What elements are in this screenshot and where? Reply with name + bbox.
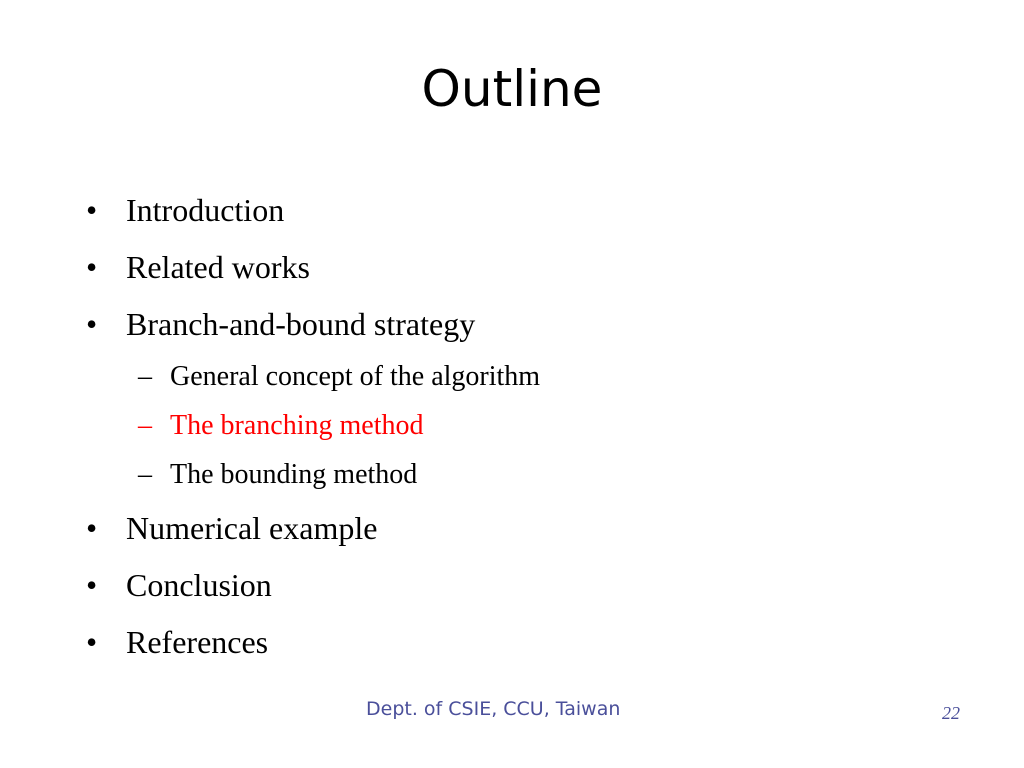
dash-marker: – <box>138 410 152 441</box>
outline-item-conclusion: Conclusion <box>126 567 272 603</box>
bullet-marker: • <box>86 306 98 342</box>
dash-marker: – <box>138 459 152 490</box>
outline-item-references: References <box>126 624 269 660</box>
outline-item-introduction: Introduction <box>126 192 285 228</box>
page-number: 22 <box>942 703 960 723</box>
slide-title: Outline <box>421 60 603 118</box>
bullet-marker: • <box>86 249 98 285</box>
dash-marker: – <box>138 361 152 392</box>
bullet-marker: • <box>86 567 98 603</box>
outline-subitem-branching-method: The branching method <box>170 410 424 441</box>
outline-item-numerical-example: Numerical example <box>126 510 378 546</box>
outline-subitem-general-concept: General concept of the algorithm <box>170 361 541 392</box>
slide-footer: Dept. of CSIE, CCU, Taiwan <box>366 698 621 720</box>
bullet-marker: • <box>86 192 98 228</box>
outline-item-related-works: Related works <box>126 249 310 285</box>
outline-subitem-bounding-method: The bounding method <box>170 459 418 490</box>
outline-item-branch-and-bound: Branch-and-bound strategy <box>126 306 476 342</box>
bullet-marker: • <box>86 624 98 660</box>
bullet-marker: • <box>86 510 98 546</box>
